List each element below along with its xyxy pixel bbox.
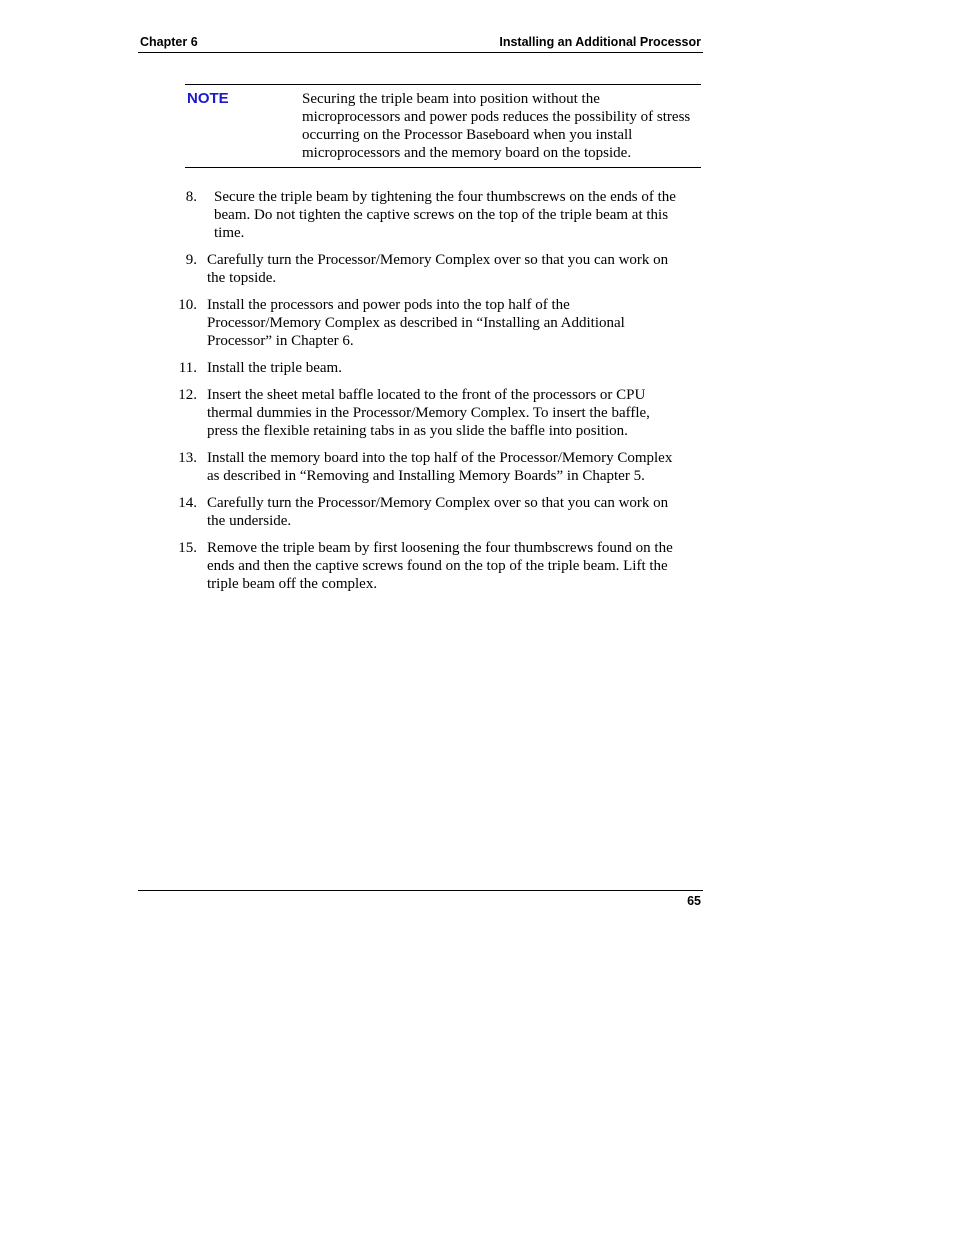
step-text: Install the memory board into the top half of the Processor/Memory Complex as described in “Removing and Installing Memory Boards” in Chapter 5. <box>207 450 673 484</box>
step-number: 14. <box>178 495 197 511</box>
step-item <box>170 251 680 287</box>
step-item <box>170 539 680 593</box>
step-number: 13. <box>178 450 197 466</box>
note-box <box>185 84 701 168</box>
step-item <box>170 386 680 440</box>
section-title: Installing an Additional Processor <box>499 35 701 49</box>
step-number: 12. <box>178 387 197 403</box>
step-number: 10. <box>178 297 197 313</box>
note-text: Securing the triple beam into position without the microprocessors and power pods reduces the possibility of stress occurring on the Processor Baseboard when you install microprocessors and the memory board on the topside. <box>302 91 691 161</box>
page-number: 65 <box>687 894 701 908</box>
step-number: 15. <box>178 540 197 556</box>
step-item <box>170 494 680 530</box>
step-number: 8. <box>185 189 197 205</box>
step-text: Remove the triple beam by first loosening the four thumbscrews found on the ends and then the captive screws found on the top of the triple beam. Lift the triple beam off the complex. <box>207 540 673 592</box>
page-footer <box>138 890 703 909</box>
step-text: Install the processors and power pods into the top half of the Processor/Memory Complex as described in “Installing an Additional Processor” in Chapter 6. <box>207 297 625 349</box>
step-list <box>170 188 680 602</box>
step-item <box>170 449 680 485</box>
step-item <box>170 296 680 350</box>
step-text: Install the triple beam. <box>207 360 342 376</box>
step-text: Insert the sheet metal baffle located to the front of the processors or CPU thermal dummies in the Processor/Memory Complex. To insert the baffle, press the flexible retaining tabs in as you slide the baffle into position. <box>207 387 650 439</box>
note-label: NOTE <box>187 90 229 107</box>
chapter-label: Chapter 6 <box>140 35 198 49</box>
step-text: Secure the triple beam by tightening the four thumbscrews on the ends of the beam. Do not tighten the captive screws on the top of the triple beam at this time. <box>214 189 676 241</box>
step-number: 11. <box>178 360 197 376</box>
step-text: Carefully turn the Processor/Memory Complex over so that you can work on the underside. <box>207 495 669 529</box>
step-item <box>170 359 680 377</box>
page-header <box>138 33 703 53</box>
step-number: 9. <box>185 252 197 268</box>
step-item <box>170 188 680 242</box>
step-text: Carefully turn the Processor/Memory Complex over so that you can work on the topside. <box>207 252 669 286</box>
